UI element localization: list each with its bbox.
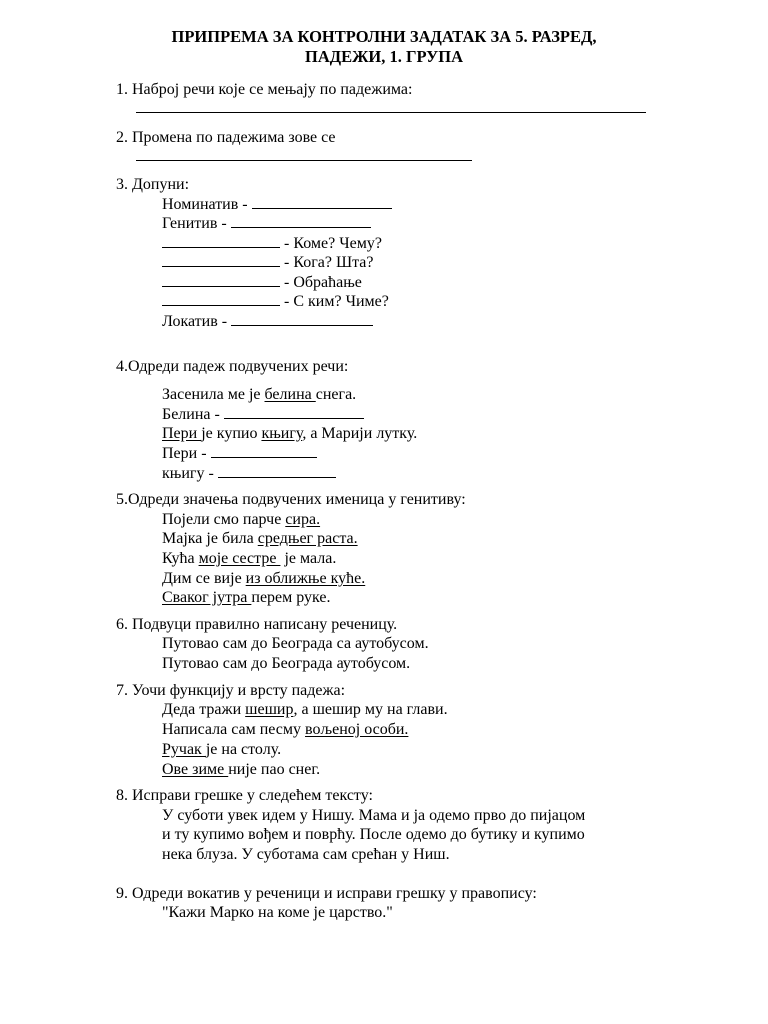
answer-blank[interactable] bbox=[162, 291, 280, 306]
sentence: Сваког јутра перем руке. bbox=[162, 589, 331, 606]
sentence: Мајка је била средњег раста. bbox=[162, 530, 358, 547]
answer-blank[interactable] bbox=[224, 404, 364, 419]
page-subtitle: ПАДЕЖИ, 1. ГРУПА bbox=[304, 47, 464, 66]
answer-line[interactable] bbox=[136, 146, 472, 167]
question-6: 6. Подвуци правилно написану реченицу. bbox=[116, 616, 398, 633]
akuzativ-row: - Кога? Шта? bbox=[162, 252, 374, 273]
answer-blank[interactable] bbox=[231, 213, 371, 228]
question-4: 4.Одреди падеж подвучених речи: bbox=[116, 358, 349, 375]
answer-blank[interactable] bbox=[211, 443, 317, 458]
text-line: и ту купимо вођем и поврћу. После одемо до бутику и купимо bbox=[162, 826, 585, 843]
sentence: Дим се вије из оближње куће. bbox=[162, 570, 366, 587]
answer-row: Пери - bbox=[162, 443, 317, 464]
question-text: Допуни: bbox=[132, 176, 190, 193]
answer-row: Белина - bbox=[162, 404, 364, 425]
sentence: Кућа моје сестре је мала. bbox=[162, 550, 337, 567]
sentence: Појели смо парче сира. bbox=[162, 511, 321, 528]
sentence: Засенила ме је белина снега. bbox=[162, 386, 357, 403]
sentence: Путовао сам до Београда са аутобусом. bbox=[162, 635, 429, 652]
question-text: Наброј речи које се мењају по падежима: bbox=[132, 81, 413, 98]
answer-blank[interactable] bbox=[231, 311, 373, 326]
question-number: 2. bbox=[116, 129, 128, 146]
lokativ-row: Локатив - bbox=[162, 311, 373, 332]
sentence: Написала сам песму вољеној особи. bbox=[162, 721, 409, 738]
answer-blank[interactable] bbox=[162, 272, 280, 287]
question-number: 1. bbox=[116, 81, 128, 98]
page-title: ПРИПРЕМА ЗА КОНТРОЛНИ ЗАДАТАК ЗА 5. РАЗРЕД, bbox=[171, 27, 597, 46]
question-number: 3. bbox=[116, 176, 128, 193]
question-3 bbox=[116, 175, 189, 195]
question-9: 9. Одреди вокатив у реченици и исправи грешку у правопису: bbox=[116, 885, 537, 902]
question-7: 7. Уочи функцију и врсту падежа: bbox=[116, 682, 346, 699]
sentence: Ручак је на столу. bbox=[162, 741, 282, 758]
sentence: Деда тражи шешир, а шешир му на глави. bbox=[162, 701, 448, 718]
sentence: Путовао сам до Београда аутобусом. bbox=[162, 655, 411, 672]
question-text: Промена по падежима зове се bbox=[132, 129, 336, 146]
dativ-row: - Коме? Чему? bbox=[162, 233, 382, 254]
text-line: нека блуза. У суботама сам срећан у Ниш. bbox=[162, 846, 450, 863]
instrumental-row: - С ким? Чиме? bbox=[162, 291, 389, 312]
sentence: Пери је купио књигу, а Марији лутку. bbox=[162, 425, 418, 442]
text-line: У суботи увек идем у Нишу. Мама и ја одемо прво до пијацом bbox=[162, 807, 586, 824]
genitiv-row: Генитив - bbox=[162, 213, 371, 234]
vokativ-row: - Обраћање bbox=[162, 272, 362, 293]
question-1 bbox=[116, 80, 412, 100]
answer-blank[interactable] bbox=[162, 233, 280, 248]
question-8: 8. Исправи грешке у следећем тексту: bbox=[116, 787, 373, 804]
sentence: "Кажи Марко на коме је царство." bbox=[162, 904, 393, 921]
sentence: Ове зиме није пао снег. bbox=[162, 761, 321, 778]
answer-blank[interactable] bbox=[218, 463, 336, 478]
question-2 bbox=[116, 128, 336, 148]
answer-blank[interactable] bbox=[252, 194, 392, 209]
question-5: 5.Одреди значења подвучених именица у генитиву: bbox=[116, 491, 466, 508]
nominativ-row: Номинатив - bbox=[162, 194, 392, 215]
answer-line[interactable] bbox=[136, 98, 646, 119]
answer-blank[interactable] bbox=[162, 252, 280, 267]
answer-row: књигу - bbox=[162, 463, 336, 484]
